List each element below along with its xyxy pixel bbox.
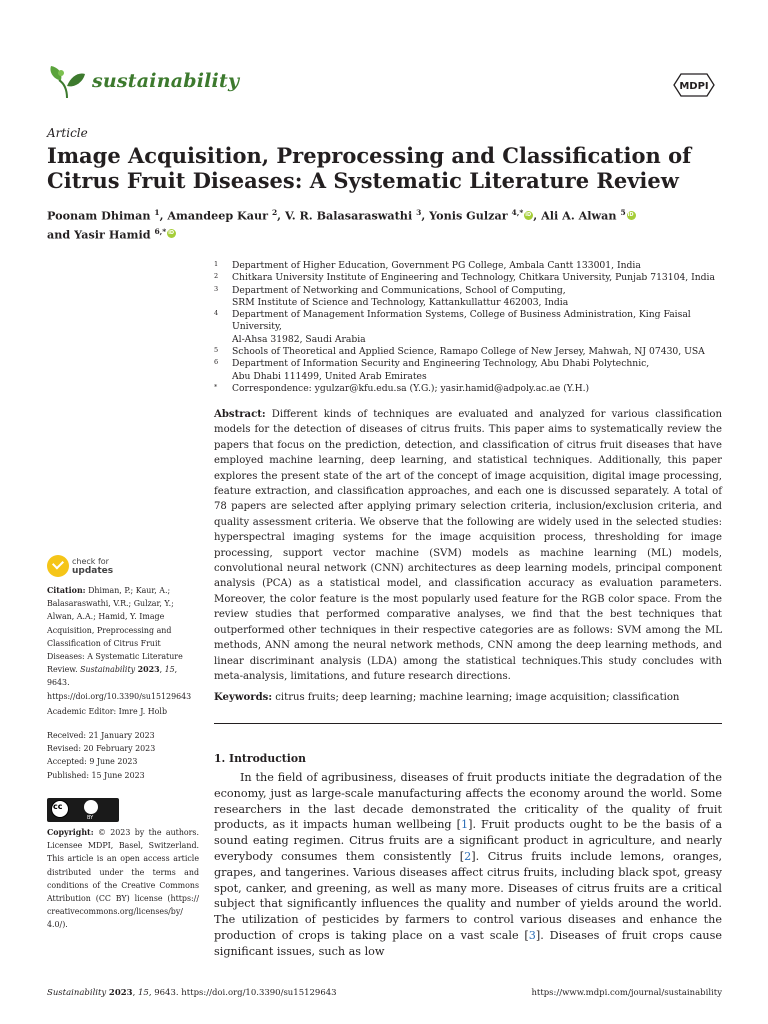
orcid-icon[interactable]	[524, 211, 533, 220]
author-affiliation-marker: 2	[271, 208, 278, 217]
attribution-person-icon	[84, 800, 98, 814]
cc-icon-label: cc	[53, 802, 63, 811]
affiliation-line	[214, 371, 724, 383]
author-name: Poonam Dhiman	[47, 208, 155, 223]
journal-leaf-logo-icon	[47, 64, 87, 100]
citation-link[interactable]: 1	[460, 818, 469, 832]
check-for-updates-icon[interactable]	[47, 555, 69, 577]
keywords	[214, 690, 722, 705]
citation-volume: 15	[164, 665, 175, 675]
date-accepted: Accepted: 9 June 2023	[47, 757, 138, 767]
paper-title: Image Acquisition, Preprocessing and Classification of Citrus Fruit Diseases: A Systematic Literature Review	[47, 143, 692, 193]
section-divider	[214, 723, 722, 724]
citation-journal: Sustainability	[80, 665, 136, 675]
footer-citation: Sustainability 2023, 15, 9643. https://doi.org/10.3390/su15129643	[47, 988, 337, 998]
citation-link[interactable]: 3	[528, 928, 536, 942]
affiliation-line	[214, 309, 724, 334]
journal-name: sustainability	[92, 70, 240, 92]
citation-doi[interactable]: , 9643. https://doi.org/10.3390/su15129643	[47, 665, 192, 701]
keywords-label: Keywords:	[214, 692, 273, 703]
copyright-text: © 2023 by the authors. Licensee MDPI, Basel, Switzerland. This article is an open access article distributed under the terms and conditions of the Creative Commons Attribution (CC BY) license (https:// creativecommons.org/licenses/by/ 4.0/).	[47, 828, 199, 930]
author-name: Yasir Hamid	[74, 227, 155, 242]
article-type: Article	[47, 126, 88, 140]
author-affiliation-marker: 6,*	[154, 226, 167, 236]
affiliation-line	[214, 272, 724, 284]
mdpi-logo-text: MDPI	[679, 81, 709, 92]
orcid-icon[interactable]	[627, 211, 636, 220]
author-name: Yonis Gulzar	[429, 208, 512, 223]
section-heading-introduction: 1. Introduction	[214, 752, 306, 765]
introduction-paragraph: In the field of agribusiness, diseases of fruit products initiate the degradation of the economy, just as large-scale manufacturing affects the economy around the world. Some researchers in the last decade demonstrated the criticality of the quality of fruit products, as it impacts human wellbeing [1]. Fruit products ought to be the basis of a sound eating regimen. Citrus fruits are a significant product in agriculture, and nearly everybody consumes them consistently [2]. Citrus fruits include lemons, oranges, grapes, and tangerines. Various diseases affect citrus fruits, including black spot, greasy spot, canker, and greening, as well as many more. Diseases of citrus fruits are a critical subject that significantly influences the quality and number of yields around the world. The utilization of pesticides by farmers to control various diseases and enhance the production of crops is taking place on a vast scale [3]. Diseases of fruit crops cause significant issues, such as low	[214, 771, 723, 958]
footer-year: 2023	[108, 988, 133, 998]
check-for-updates-line1[interactable]: check for	[72, 557, 109, 566]
author-name: Amandeep Kaur	[167, 208, 272, 223]
author-list: Poonam Dhiman $^1$, Amandeep Kaur $^2$, V. R. Balasaraswathi $^3$, Yonis Gulzar $^{4,*}$iD , Ali A. Alwan $^5$iD and Yasir Hamid $^{6,*}$iD	[47, 205, 727, 242]
affiliation-number: 5	[214, 346, 219, 355]
keywords-text: citrus fruits; deep learning; machine learning; image acquisition; classification	[275, 692, 680, 703]
footer-journal: Sustainability	[47, 988, 107, 998]
affiliation-line	[214, 383, 724, 395]
author-affiliation-marker: 3	[416, 208, 422, 217]
affiliation-number: 3	[214, 284, 219, 293]
mdpi-logo-icon	[668, 72, 720, 98]
affiliation-text: SRM Institute of Science and Technology, Kattankullattur 462003, India	[232, 296, 569, 308]
by-label: BY	[87, 815, 94, 821]
abstract-text: Different kinds of techniques are evaluated and analyzed for various classification models for the detection of diseases of citrus fruits. This paper aims to systematically review the papers that focus on the prediction, detection, and classification of citrus fruit diseases that have employed machine learning, deep learning, and statistical techniques. Additionally, this paper explores the present state of the art of the concept of image acquisition, digital image processing, feature extraction, and classification approaches, and each one is discussed separately. A total of 78 papers are selected after applying primary selection criteria, inclusion/exclusion criteria, and quality assessment criteria. We observe that the following are widely used in the selected studies: hyperspectral imaging systems for the image acquisition process, thresholding for image processing, support vector machine (SVM) models as machine learning (ML) models, convolutional neural network (CNN) architectures as deep learning models, principal component analysis (PCA) as a statistical model, and classification accuracy as evaluation parameters. Moreover, the color feature is the most popularly used feature for the RGB color space. From the review studies that performed comparative analyses, we find that the best techniques that outperformed other techniques in their respective categories are as follows: SVM among the ML methods, ANN among the neural network methods, CNN among the deep learning methods, and linear discriminant analysis (LDA) among the statistical techniques.This study concludes with meta-analysis, limitations, and future research directions.	[214, 409, 722, 682]
affiliation-text: Correspondence: ygulzar@kfu.edu.sa (Y.G.); yasir.hamid@adpoly.ac.ae (Y.H.)	[232, 382, 590, 394]
abstract	[214, 407, 722, 684]
affiliation-number: 1	[214, 260, 219, 268]
author-name: V. R. Balasaraswathi	[284, 208, 417, 223]
copyright-label: Copyright:	[47, 828, 94, 837]
affiliation-number: 6	[214, 358, 219, 367]
citation-text: Dhiman, P.; Kaur, A.; Balasaraswathi, V.R.; Gulzar, Y.; Alwan, A.A.; Hamid, Y. Image Acquisition, Preprocessing and Classification of Citrus Fruit Diseases: A Systematic Literature Review.	[47, 586, 183, 675]
affiliation-line	[214, 358, 724, 370]
affiliation-text: Chitkara University Institute of Engineering and Technology, Chitkara University, Punjab 713104, India	[232, 272, 715, 284]
affiliation-line	[214, 346, 724, 358]
footer-doi[interactable]: , 9643. https://doi.org/10.3390/su15129643	[148, 988, 337, 998]
affiliation-text: Schools of Theoretical and Applied Science, Ramapo College of New Jersey, Mahwah, NJ 07430, USA	[232, 346, 705, 358]
footer-volume: 15	[138, 988, 149, 998]
affiliation-number: *	[214, 382, 218, 391]
footer-journal-url[interactable]: https://www.mdpi.com/journal/sustainability	[531, 988, 722, 998]
affiliation-line	[214, 260, 724, 272]
citation-year: 2023	[137, 665, 160, 675]
affiliation-text: Department of Networking and Communications, School of Computing,	[232, 284, 566, 296]
author-affiliation-marker: 4,*	[511, 208, 524, 217]
affiliation-number: 4	[214, 309, 219, 318]
publication-dates	[47, 729, 199, 782]
author-affiliation-marker: 5	[620, 208, 626, 217]
citation-link[interactable]: 2	[464, 849, 472, 863]
check-for-updates-line2[interactable]: updates	[72, 566, 114, 576]
academic-editor: Academic Editor: Imre J. Holb	[47, 707, 167, 716]
date-published: Published: 15 June 2023	[47, 770, 145, 780]
affiliations	[214, 260, 724, 395]
citation-label: Citation:	[47, 586, 86, 595]
author-affiliation-marker: 1	[154, 208, 160, 217]
affiliation-text: Department of Higher Education, Government PG College, Ambala Cantt 133001, India	[232, 260, 641, 271]
copyright-notice	[47, 826, 199, 932]
citation-block: Citation: Dhiman, P.; Kaur, A.; Balasaraswathi, V.R.; Gulzar, Y.; Alwan, A.A.; Hamid, Y. Image Acquisition, Preprocessing and Classification of Citrus Fruit Diseases: A Systematic Literature Review. Sustainability 2023, 15, 9643. https://doi.org/10.3390/su15129643	[47, 586, 192, 701]
date-received: Received: 21 January 2023	[47, 731, 155, 740]
orcid-icon[interactable]	[167, 229, 176, 238]
introduction-body	[214, 770, 722, 960]
affiliation-text: Department of Information Security and Engineering Technology, Abu Dhabi Polytechnic,	[232, 358, 650, 370]
affiliation-text: Al-Ahsa 31982, Saudi Arabia	[232, 333, 366, 345]
abstract-label: Abstract:	[214, 409, 266, 420]
affiliation-line	[214, 297, 724, 309]
author-name: Ali A. Alwan	[541, 208, 621, 223]
affiliation-line	[214, 285, 724, 297]
affiliation-text: Abu Dhabi 111499, United Arab Emirates	[232, 370, 427, 382]
date-revised: Revised: 20 February 2023	[47, 744, 156, 754]
affiliation-text: Department of Management Information Systems, College of Business Administration, King Faisal University,	[232, 309, 691, 333]
affiliation-line	[214, 334, 724, 346]
affiliation-number: 2	[214, 272, 219, 281]
